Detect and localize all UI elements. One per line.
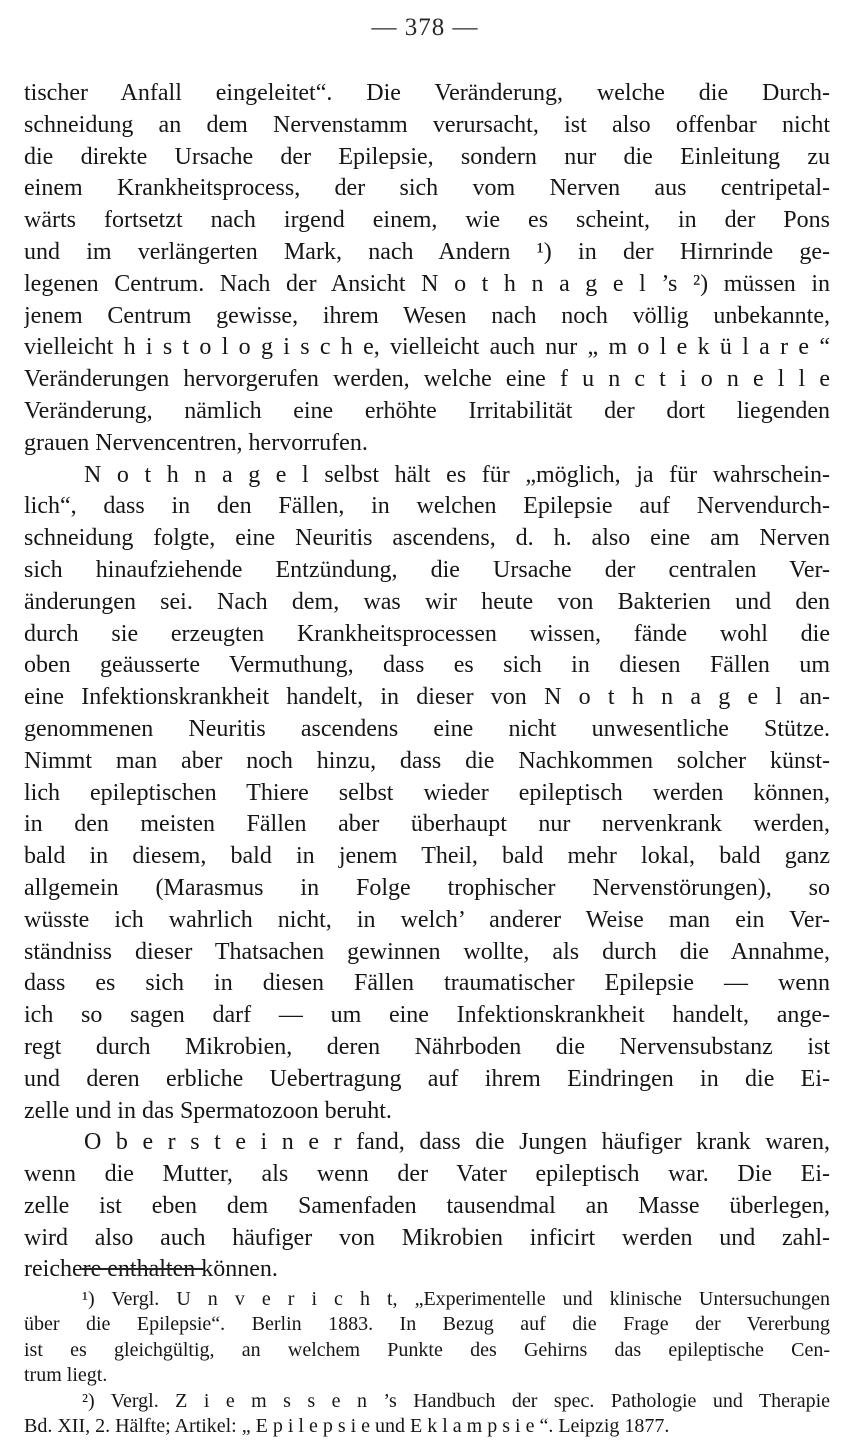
body-line: die direkte Ursache der Epilepsie, sondern nur die Einleitung zu — [24, 143, 830, 170]
body-line: oben geäusserte Vermuthung, dass es sich in diesen Fällen um — [24, 652, 830, 679]
body-line: zelle und in das Spermatozoon beruht. — [24, 1097, 392, 1124]
footnote-line: über die Epilepsie“. Berlin 1883. In Bezug auf die Frage der Vererbung — [24, 1313, 830, 1336]
body-line: sich hinaufziehende Entzündung, die Ursache der centralen Ver- — [24, 556, 830, 583]
body-line: allgemein (Marasmus in Folge trophischer Nervenstörungen), so — [24, 874, 830, 901]
body-line: lich epileptischen Thiere selbst wieder epileptisch werden können, — [24, 779, 830, 806]
body-line: eine Infektionskrankheit handelt, in dieser von N o t h n a g e l an- — [24, 684, 830, 711]
body-line: O b e r s t e i n e r fand, dass die Jungen häufiger krank waren, — [84, 1129, 830, 1156]
body-text — [24, 78, 830, 1286]
body-line: genommenen Neuritis ascendens eine nicht unwesentliche Stütze. — [24, 715, 830, 742]
body-line: tischer Anfall eingeleitet“. Die Veränderung, welche die Durch- — [24, 80, 830, 106]
body-line: regt durch Mikrobien, deren Nährboden die Nervensubstanz ist — [24, 1033, 830, 1060]
body-line: dass es sich in diesen Fällen traumatischer Epilepsie — wenn — [24, 970, 830, 997]
body-line: N o t h n a g e l selbst hält es für „möglich, ja für wahrschein- — [84, 461, 830, 488]
body-line: schneidung folgte, eine Neuritis ascendens, d. h. also eine am Nerven — [24, 525, 830, 552]
body-line: wenn die Mutter, als wenn der Vater epileptisch war. Die Ei- — [24, 1161, 830, 1188]
body-line: ständniss dieser Thatsachen gewinnen wollte, als durch die Annahme, — [24, 938, 830, 965]
footnote-line: ist es gleichgültig, an welchem Punkte des Gehirns das epileptische Cen- — [24, 1338, 830, 1361]
body-line: Nimmt man aber noch hinzu, dass die Nachkommen solcher künst- — [24, 747, 830, 774]
body-line: und deren erbliche Uebertragung auf ihrem Eindringen in die Ei- — [24, 1065, 830, 1092]
footnote-divider — [82, 1268, 204, 1270]
body-line: wärts fortsetzt nach irgend einem, wie es scheint, in der Pons — [24, 207, 830, 234]
body-line: durch sie erzeugten Krankheitsprocessen wissen, fände wohl die — [24, 620, 830, 647]
footnotes — [24, 1287, 830, 1439]
body-line: Veränderung, nämlich eine erhöhte Irritabilität der dort liegenden — [24, 397, 830, 424]
body-line: grauen Nervencentren, hervorrufen. — [24, 429, 368, 456]
body-line: wird also auch häufiger von Mikrobien inficirt werden und zahl- — [24, 1224, 830, 1251]
body-line: jenem Centrum gewisse, ihrem Wesen nach noch völlig unbekannte, — [24, 302, 830, 329]
body-line: in den meisten Fällen aber überhaupt nur nervenkrank werden, — [24, 811, 830, 838]
body-line: schneidung an dem Nervenstamm verursacht, ist also offenbar nicht — [24, 111, 830, 138]
footnote-line: ¹) Vergl. U n v e r i c h t, „Experimentelle und klinische Untersuchungen — [82, 1288, 830, 1310]
page-number: — 378 — — [371, 14, 479, 41]
body-line: zelle ist eben dem Samenfaden tausendmal an Masse überlegen, — [24, 1192, 830, 1219]
footnote-line: trum liegt. — [24, 1364, 108, 1387]
body-line: änderungen sei. Nach dem, was wir heute von Bakterien und den — [24, 588, 830, 615]
body-line: legenen Centrum. Nach der Ansicht N o t h n a g e l ’s ²) müssen in — [24, 270, 830, 297]
body-line: Veränderungen hervorgerufen werden, welche eine f u n c t i o n e l l e — [24, 366, 830, 393]
body-line: ich so sagen darf — um eine Infektionskrankheit handelt, ange- — [24, 1002, 830, 1029]
body-line: vielleicht h i s t o l o g i s c h e, vielleicht auch nur „ m o l e k ü l a r e “ — [24, 334, 830, 361]
footnote-line: ²) Vergl. Z i e m s s e n ’s Handbuch der spec. Pathologie und Therapie — [82, 1389, 830, 1412]
body-line: und im verlängerten Mark, nach Andern ¹) in der Hirnrinde ge- — [24, 238, 830, 265]
body-line: einem Krankheitsprocess, der sich vom Nerven aus centripetal- — [24, 175, 830, 202]
body-line: reichere enthalten können. — [24, 1256, 278, 1283]
body-line: bald in diesem, bald in jenem Theil, bald mehr lokal, bald ganz — [24, 843, 830, 870]
body-line: lich“, dass in den Fällen, in welchen Epilepsie auf Nervendurch- — [24, 493, 830, 520]
body-line: wüsste ich wahrlich nicht, in welch’ anderer Weise man ein Ver- — [24, 906, 830, 933]
footnote-line: Bd. XII, 2. Hälfte; Artikel: „ E p i l e p s i e und E k l a m p s i e “. Leipzig 1877. — [24, 1414, 670, 1437]
